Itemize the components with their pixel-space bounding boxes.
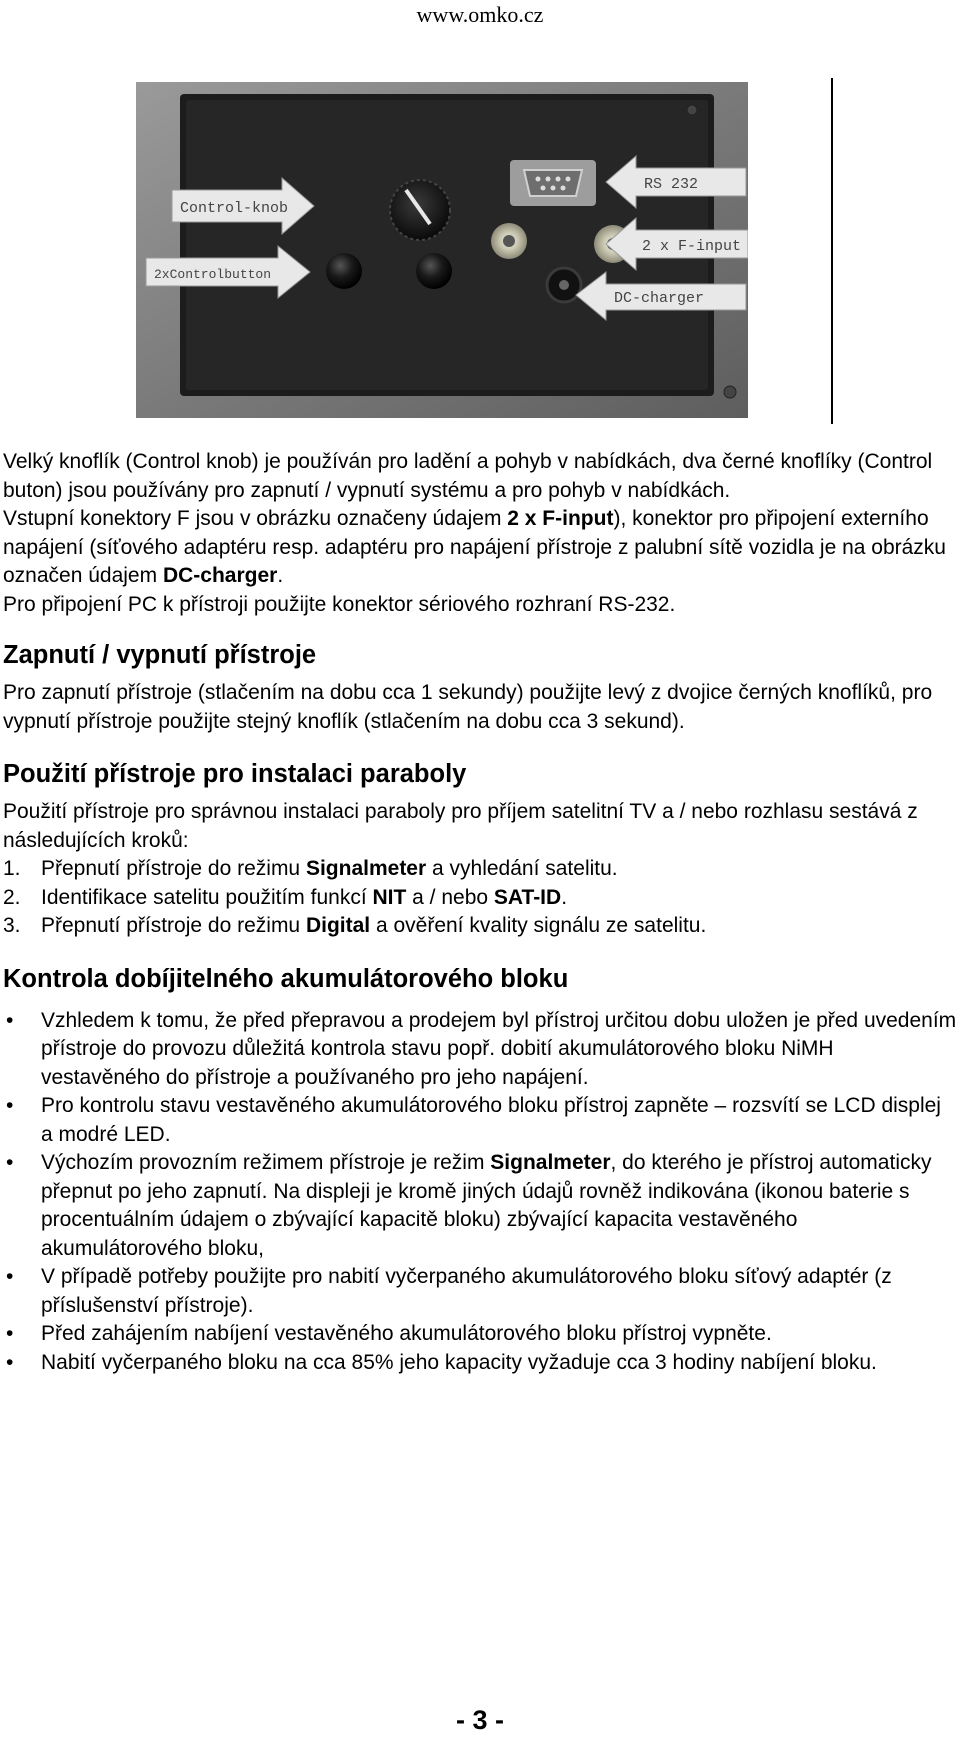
list-item-text: Pro kontrolu stavu vestavěného akumulátorového bloku přístroj zapněte – rozsvítí se LCD displej a modré LED. [41,1094,941,1146]
dc-charger-socket [547,268,581,302]
battery-list [3,1007,958,1378]
text-span: Vstupní konektory F jsou v obrázku označeny údajem [3,507,508,530]
heading-install: Použití přístroje pro instalaci paraboly [3,760,467,788]
list-item [3,884,958,913]
list-item-text: Vzhledem k tomu, že před přepravou a prodejem byl přístroj určitou dobu uložen je před uvedením přístroje do provozu důležitá kontrola stavu popř. dobití akumulátorového bloku NiMH vestavěného do přístroje a používaného pro jeho napájení. [41,1008,957,1089]
bold-term: NIT [372,885,407,909]
list-item-text: Před zahájením nabíjení vestavěného akumulátorového bloku přístroj vypněte. [41,1322,772,1345]
text-span: Přepnutí přístroje do režimu [41,914,306,937]
list-item [3,1263,958,1320]
vertical-rule [831,78,833,424]
control-button-left [326,253,362,289]
f-input-connector-left [491,223,527,259]
step-number: 2. [3,885,21,909]
list-item [3,1149,958,1263]
control-button-right [416,253,452,289]
text-span: Přepnutí přístroje do režimu [41,857,306,880]
bullet-icon: • [6,1350,14,1374]
intro-paragraph-2 [3,505,958,591]
bold-dc-charger: DC-charger [162,564,278,587]
screw-icon [724,386,736,398]
text-span: a ověření kvality signálu ze satelitu. [370,914,707,937]
text-span: a / nebo [406,885,494,909]
bold-term: Digital [305,914,371,937]
step-number: 3. [3,914,21,937]
bullet-icon: • [6,1094,14,1117]
list-item [3,1320,958,1349]
list-item [3,1349,958,1378]
bullet-icon: • [6,1265,14,1288]
intro-paragraph-1: Velký knoflík (Control knob) je používán pro ladění a pohyb v nabídkách, dva černé knoflíky (Control buton) jsou používány pro zapnutí / vypnutí systému a pro pohyb v nabídkách. [3,450,933,502]
list-item [3,912,958,941]
label-f-input: 2 x F-input [642,238,742,255]
power-paragraph: Pro zapnutí přístroje (stlačením na dobu cca 1 sekundy) použijte levý z dvojice černých knoflíků, pro vypnutí přístroje použijte stejný knoflík (stlačením na dobu cca 3 sekund). [3,681,933,733]
list-item-text [41,1149,958,1263]
label-control-knob: Control-knob [180,200,289,217]
label-dc-charger: DC-charger [614,290,705,307]
page-header-url: www.omko.cz [416,2,544,27]
text-span: Identifikace satelitu použitím funkcí [41,885,373,909]
screw-icon [687,105,697,115]
bold-term: SAT-ID [493,885,562,909]
bullet-icon: • [6,1322,14,1345]
bold-term: Signalmeter [490,1151,611,1174]
bold-f-input: 2 x F-input [507,507,614,530]
text-span: . [277,564,284,587]
heading-battery: Kontrola dobíjitelného akumulátorového bloku [3,964,569,993]
rs232-connector [510,160,596,206]
text-span: . [561,885,568,909]
heading-power: Zapnutí / vypnutí přístroje [3,641,317,669]
bullet-icon: • [6,1008,14,1032]
label-control-buttons: 2xControlbutton [154,267,272,282]
step-number: 1. [3,857,21,880]
text-span: ), konektor pro připojení externího napájení (síťového adaptéru resp. adaptéru pro napájení přístroje z palubní sítě vozidla je na obrázku označen údajem [3,507,946,587]
page-content [3,448,958,1377]
step-text [41,912,706,941]
text-span: Výchozím provozním režimem přístroje je režim [41,1151,491,1174]
label-rs232: RS 232 [644,176,699,193]
bold-term: Signalmeter [305,857,427,880]
install-steps [3,855,958,941]
bullet-icon: • [6,1151,14,1174]
list-item [3,1007,958,1093]
text-span: a vyhledání satelitu. [426,857,618,880]
step-text [41,855,618,884]
step-text [41,884,567,913]
install-intro: Použití přístroje pro správnou instalaci paraboly pro příjem satelitní TV a / nebo rozhlasu sestává z následujících kroků: [3,800,918,852]
intro-paragraph-3: Pro připojení PC k přístroji použijte konektor sériového rozhraní RS-232. [3,592,676,616]
control-knob [390,180,450,240]
list-item [3,855,958,884]
list-item-text: V případě potřeby použijte pro nabití vyčerpaného akumulátorového bloku síťový adaptér (z příslušenství přístroje). [41,1265,892,1317]
page-number: - 3 - [455,1705,504,1735]
text-span: , do kterého je přístroj automaticky přepnut po jeho zapnutí. Na displeji je kromě jiných údajů rovněž indikována (ikonou baterie s procentuálním údajem o zbývající kapacitě bloku) zbývající kapacita vestavěného akumulátorového bloku, [41,1151,932,1260]
list-item [3,1092,958,1149]
device-photo [136,82,748,418]
list-item-text: Nabití vyčerpaného bloku na cca 85% jeho kapacity vyžaduje cca 3 hodiny nabíjení bloku. [41,1350,877,1374]
